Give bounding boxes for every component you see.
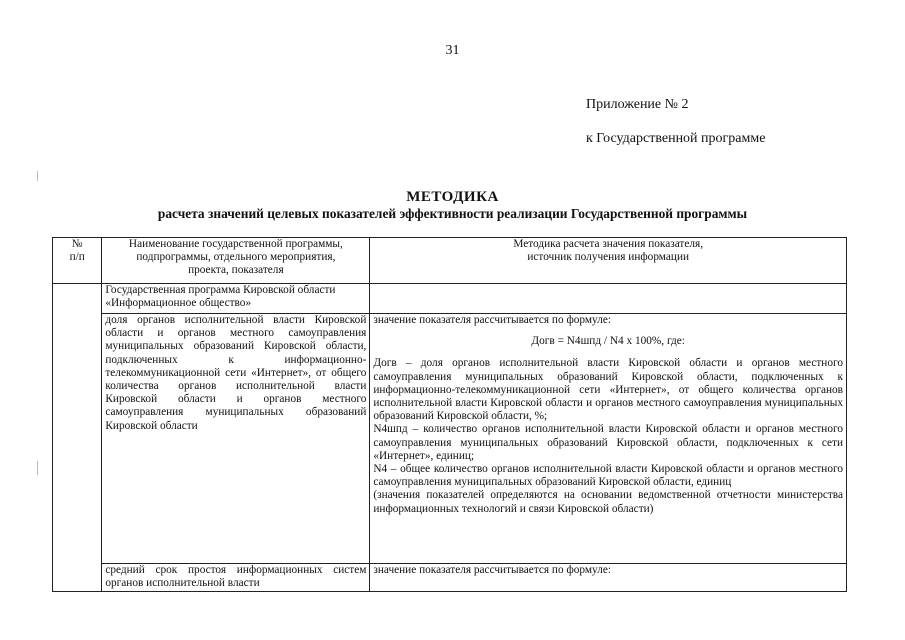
document-subtitle: расчета значений целевых показателей эффективности реализации Государственной программы [157, 206, 748, 221]
indicator-row [53, 564, 847, 592]
header-number-line1: № [71, 238, 83, 250]
program-reference: к Государственной программе [586, 131, 766, 146]
header-name-line: Наименование государственной программы, [128, 238, 343, 250]
program-method-cell [370, 284, 847, 314]
definition-dogv: Догв – доля органов исполнительной власти Кировской области и органов местного самоуправления муниципальных образований Кировской области, подключенных к информационно-телекоммуникационной сети «Интернет», от общего количества органов исполнительной власти Кировской области и органов местного самоуправления муниципальных образований Кировской области, %; [373, 357, 843, 423]
indicator-row [53, 314, 847, 564]
formula: Догв = N4шпд / N4 х 100%, где: [531, 335, 685, 348]
header-method-line: источник получения информации [527, 251, 690, 264]
scan-mark [37, 461, 38, 475]
definition-n4shpd: N4шпд – количество органов исполнительной власти Кировской области и органов местного самоуправления муниципальных образований Кировской области, подключенных к сети «Интернет», единиц; [373, 423, 843, 462]
scan-mark [37, 171, 38, 181]
indicator-name: доля органов исполнительной власти Кировской области и органов местного самоуправления муниципальных образований Кировской области, подключенных к информационно-телекоммуникационной сети «Интернет», от общего количества органов исполнительной власти Кировской области и органов местного самоуправления муниципальных образований Кировской области [102, 314, 370, 564]
indicator-method [370, 314, 847, 564]
header-name [102, 238, 370, 284]
information-source: (значения показателей определяются на основании ведомственной отчетности министерства информационных технологий и связи Кировской области) [373, 489, 843, 515]
row-number-cell [53, 284, 102, 592]
program-row [53, 284, 847, 314]
header-name-line: проекта, показателя [188, 264, 284, 277]
table-header-row [53, 238, 847, 284]
methodology-table [52, 237, 847, 592]
indicator-name: средний срок простоя информационных систем органов исполнительной власти [102, 564, 370, 592]
page-number: 31 [445, 43, 460, 58]
header-name-line: подпрограммы, отдельного мероприятия, [136, 251, 336, 264]
header-method [370, 238, 847, 284]
header-method-line: Методика расчета значения показателя, [513, 238, 704, 250]
appendix-label: Приложение № 2 [586, 97, 689, 112]
document-title: МЕТОДИКА [406, 189, 499, 205]
header-number-line2: п/п [69, 251, 85, 264]
indicator-method [370, 564, 847, 592]
program-name: Государственная программа Кировской области «Информационное общество» [102, 284, 370, 314]
formula-intro: значение показателя рассчитывается по формуле: [373, 564, 611, 576]
formula-intro: значение показателя рассчитывается по формуле: [373, 314, 611, 326]
definition-n4: N4 – общее количество органов исполнительной власти Кировской области и органов местного самоуправления муниципальных образований Кировской области, единиц [373, 463, 843, 489]
header-number [53, 238, 102, 284]
